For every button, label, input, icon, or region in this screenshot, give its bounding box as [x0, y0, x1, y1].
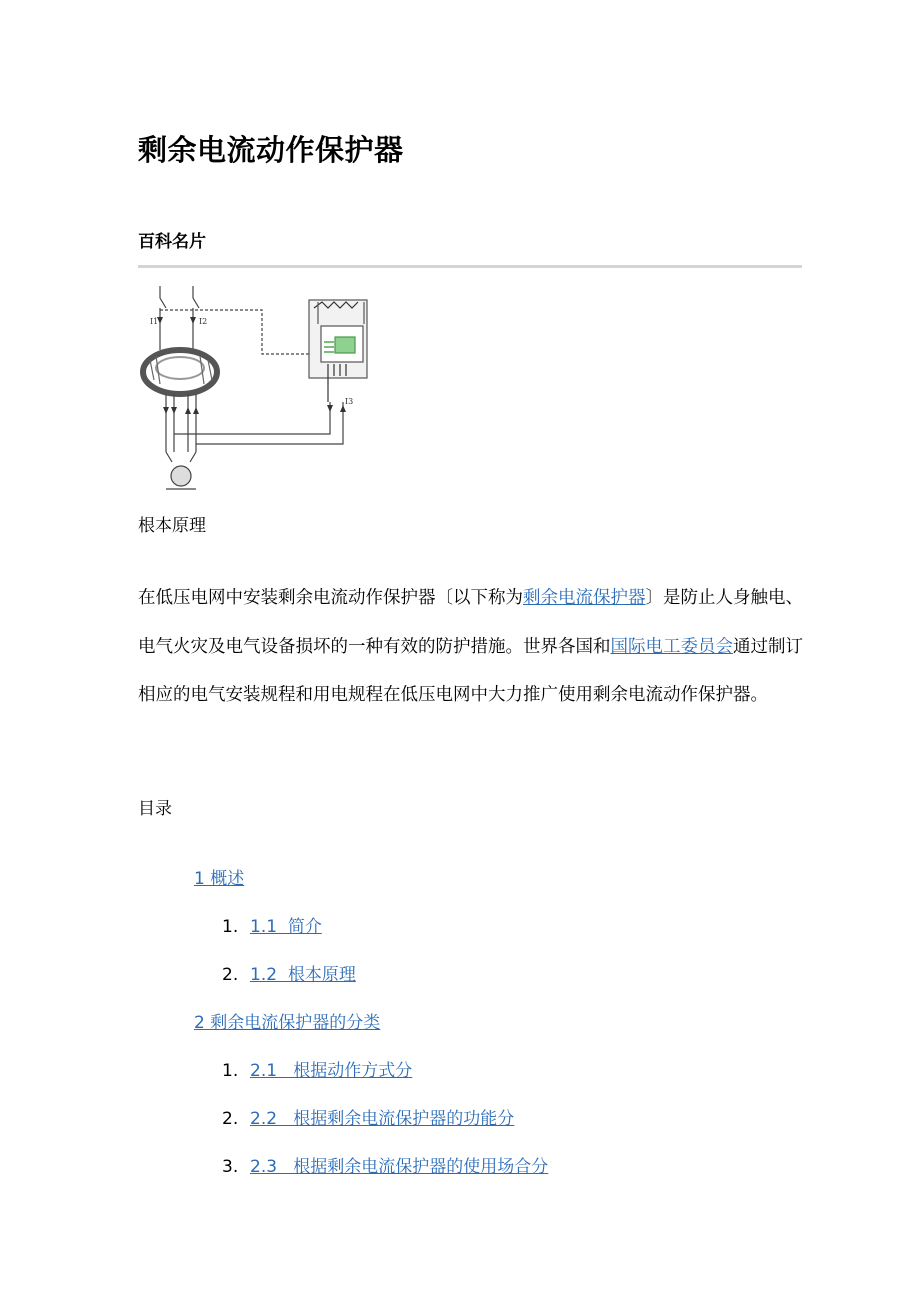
toc-item-2-2	[222, 1104, 514, 1129]
toc-link-1-1[interactable]: 1.1 简介	[250, 917, 322, 937]
toc-link-2-1[interactable]: 2.1 根据动作方式分	[250, 1061, 413, 1081]
intro-text-1: 在低压电网中安装剩余电流动作保护器〔以下称为	[138, 588, 523, 608]
toc-link-1-2[interactable]: 1.2 根本原理	[250, 965, 356, 985]
toc-item-number: 2.	[222, 965, 239, 985]
principle-diagram	[138, 284, 373, 496]
toc-link-2-3[interactable]: 2.3 根据剩余电流保护器的使用场合分	[250, 1157, 549, 1177]
link-iec[interactable]: 国际电工委员会	[610, 636, 733, 657]
relay-core	[335, 337, 355, 353]
toc-item-number: 3.	[222, 1157, 239, 1177]
motor-leads	[166, 452, 196, 462]
arrow-relay-out	[340, 405, 346, 412]
toc-section-1[interactable]: 1 概述	[194, 869, 245, 889]
arrow-relay-in	[327, 405, 333, 412]
arrow-i2	[190, 317, 196, 324]
label-i3: I3	[345, 397, 354, 406]
label-i2: I2	[199, 317, 208, 326]
output-legs	[166, 394, 196, 452]
page-title: 剩余电流动作保护器	[138, 133, 404, 167]
toc-item-1-1	[222, 912, 322, 937]
label-i1: I1	[150, 317, 159, 326]
toc-item-number: 1.	[222, 1061, 239, 1081]
figure-caption: 根本原理	[138, 516, 206, 536]
section-divider	[138, 265, 802, 268]
toc-item-number: 2.	[222, 1109, 239, 1129]
intro-text-3: 通过制订相应的电气安装规程和用电规程在低压电网中大力推广使用剩余电流动作保护器。	[138, 636, 803, 705]
section-heading: 百科名片	[138, 232, 206, 252]
motor	[171, 466, 191, 486]
toc-item-2-3	[222, 1152, 548, 1177]
toc-item-number: 1.	[222, 917, 239, 937]
link-residual-current-protector[interactable]: 剩余电流保护器	[523, 588, 646, 608]
intro-text-2: 〕是防止人身触电、电气火灾及电气设备损坏的一种有效的防护措施。世界各国和	[138, 588, 803, 657]
toc-item-2-1	[222, 1056, 412, 1081]
toc-link-2-2[interactable]: 2.2 根据剩余电流保护器的功能分	[250, 1109, 515, 1129]
toc-title: 目录	[138, 799, 172, 819]
intro-paragraph	[138, 574, 806, 720]
toc-item-1-2	[222, 960, 356, 985]
secondary-loop	[174, 402, 343, 444]
toc-section-2[interactable]: 2 剩余电流保护器的分类	[194, 1013, 381, 1033]
